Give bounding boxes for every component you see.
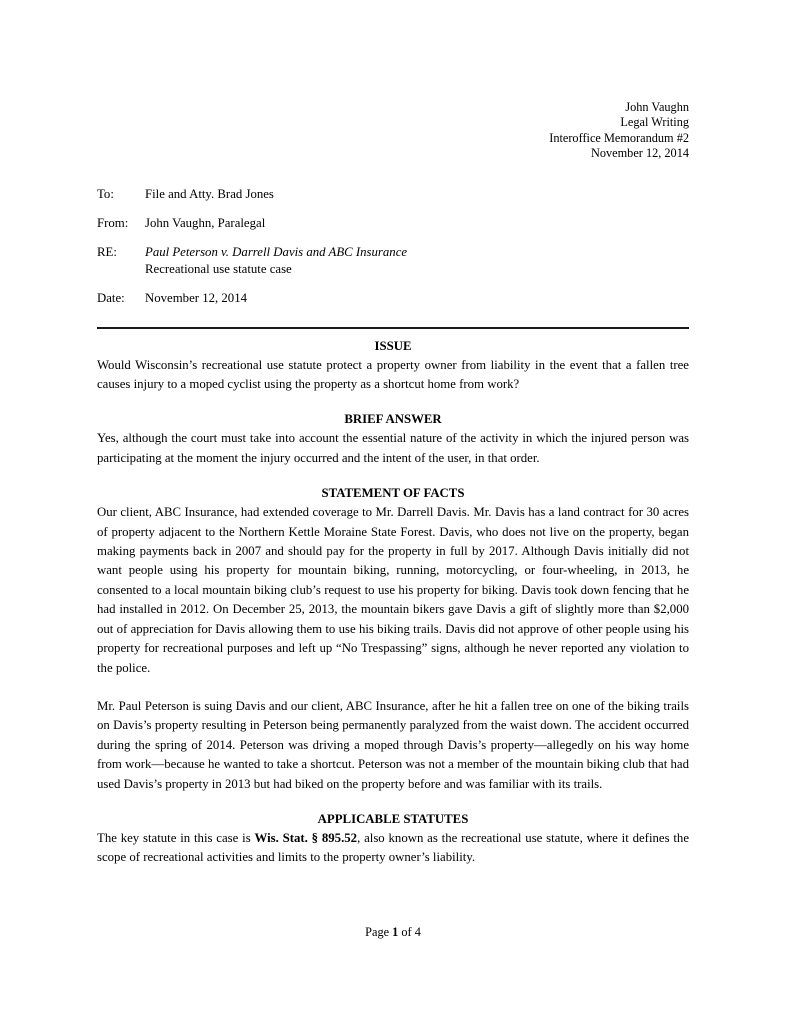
footer-prefix: Page: [365, 925, 393, 939]
section-applicable-statutes: [97, 810, 689, 868]
letterhead-doc-title: Interoffice Memorandum #2: [549, 130, 689, 145]
re-case-name: Paul Peterson v. Darrell Davis and ABC Insurance: [145, 244, 408, 259]
statute-body-after: , also known as the recreational use statute, where it defines the scope of recreational activities and limits to the property owner’s liability.: [97, 830, 690, 865]
statement-of-facts-paragraph-2: Mr. Paul Peterson is suing Davis and our client, ABC Insurance, after he hit a fallen tree on one of the biking trails on Davis’s property resulting in Peterson being permanently paralyzed from the waist down. The accident occurred during the spring of 2014. Peterson was driving a moped through Davis’s property—allegedly on his way home from work—because he wanted to take a shortcut. Peterson was not a member of the mountain biking club that had used Davis’s property in 2013 but had biked on the property before and was familiar with its trails.: [97, 698, 689, 791]
date-label: Date:: [97, 290, 125, 305]
re-subtitle: Recreational use statute case: [145, 261, 292, 276]
page-footer: [97, 925, 689, 940]
section-issue: [97, 337, 689, 395]
section-statement-of-facts: [97, 484, 689, 794]
issue-body: Would Wisconsin’s recreational use statute protect a property owner from liability in the event that a fallen tree causes injury to a moped cyclist using the property as a shortcut home from work?: [97, 357, 689, 392]
issue-heading: ISSUE: [374, 338, 412, 353]
document-content: [97, 0, 689, 868]
re-value: [145, 244, 689, 278]
footer-suffix: of 4: [398, 925, 421, 939]
field-row-date: [97, 290, 689, 307]
re-label: RE:: [97, 244, 117, 259]
statute-body-before: The key statute in this case is: [97, 830, 255, 845]
field-row-to: [97, 186, 689, 203]
to-value: File and Atty. Brad Jones: [145, 186, 274, 201]
applicable-statutes-body: [97, 829, 689, 868]
statement-of-facts-paragraph-1: Our client, ABC Insurance, had extended coverage to Mr. Darrell Davis. Mr. Davis has a land contract for 30 acres of property adjacent to the Northern Kettle Moraine State Forest. Davis, who does not live on the property, began making payments back in 2007 and should pay for the property in full by 2017. Although Davis initially did not want people using his property for mountain biking, running, motorcycling, or four-wheeling, in 2013, he consented to a local mountain biking club’s request to use his property for biking. Davis took down fencing that he had installed in 2012. On December 25, 2013, the mountain bikers gave Davis a gift of slightly more than $2,000 out of appreciation for Davis allowing them to use his biking trails. Davis did not approve of other people using his property for recreational purposes and left up “No Trespassing” signs, although he never reported any violation to the police.: [97, 505, 689, 675]
memo-fields: [97, 186, 689, 307]
statute-citation: Wis. Stat. § 895.52: [254, 830, 358, 845]
statement-of-facts-heading: STATEMENT OF FACTS: [321, 486, 465, 501]
date-value: November 12, 2014: [145, 290, 248, 305]
letterhead-author: John Vaughn: [625, 100, 689, 114]
applicable-statutes-heading: APPLICABLE STATUTES: [317, 811, 469, 826]
section-brief-answer: [97, 410, 689, 468]
brief-answer-body: Yes, although the court must take into account the essential nature of the activity in which the injured person was participating at the moment the injury occurred and the intent of the user, in that order.: [97, 431, 689, 465]
from-value: John Vaughn, Paralegal: [145, 215, 266, 230]
from-label: From:: [97, 215, 129, 230]
to-label: To:: [97, 186, 114, 201]
brief-answer-heading: BRIEF ANSWER: [344, 412, 442, 427]
letterhead-date: November 12, 2014: [590, 146, 689, 161]
header-divider-rule: [97, 327, 689, 329]
letterhead-course: Legal Writing: [620, 115, 689, 130]
field-row-re: [97, 244, 689, 278]
letterhead: [97, 0, 689, 162]
field-row-from: [97, 215, 689, 232]
footer-page-number: 1: [392, 925, 399, 939]
